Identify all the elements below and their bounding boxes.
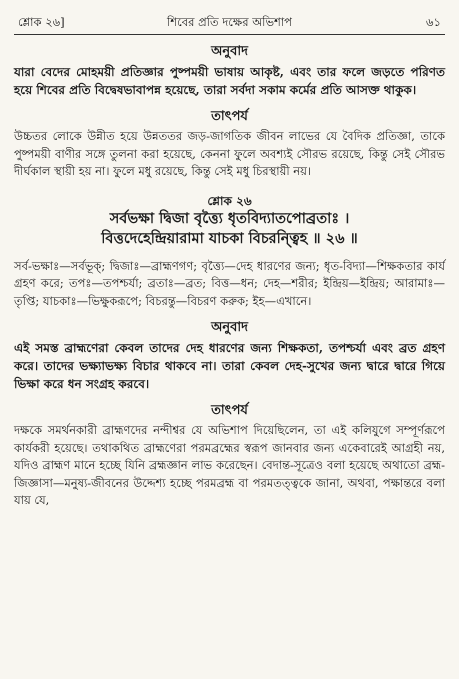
verse-line-2: বিত্তদেহেন্দ্রিয়ারামা যাচকা বিচরন্ত্বিহ ॥ ২৬ ॥ <box>101 229 358 247</box>
purport-text-1: উচ্চতর লোকে উন্নীত হয়ে উন্নততর জড়-জাগতিক জীবন লাভের যে বৈদিক প্রতিজ্ঞা, তাকে পুষ্পময়ী বাণীর সঙ্গে তুলনা করা হয়েছে, কেননা ফুলে অবশ্যই সৌরভ রয়েছে, কিন্তু সেই সৌরভ দীর্ঘকাল স্থায়ী হয় না। ফুলে মধু রয়েছে, কিন্তু সেই মধু চিরস্থায়ী নয়। <box>14 129 445 178</box>
header-chapter-title: শিবের প্রতি দক্ষের অভিশাপ <box>167 15 292 29</box>
verse-number: শ্লোক ২৬ <box>207 193 252 208</box>
translation-heading-1: অনুবাদ <box>211 44 248 59</box>
purport-text-2: দক্ষকে সমর্থনকারী ব্রাহ্মণদের নন্দীশ্বর যে অভিশাপ দিয়েছিলেন, তা এই কলিযুগে সম্পূর্ণরূপে কার্যকরী হয়েছে। তথাকথিত ব্রাহ্মণেরা পরমব্রহ্মের স্বরূপ জানবার জন্য একেবারেই আগ্রহী নয়, যদিও ব্রাহ্মণ মানে হচ্ছে যিনি ব্রহ্মজ্ঞান লাভ করেছেন। বেদান্ত-সূত্রেও বলা হয়েছে অথাতো ব্রহ্ম-জিজ্ঞাসা—মনুষ্য-জীবনের উদ্দেশ্য হচ্ছে পরমব্রহ্ম বা পরমতত্ত্বকে জানা, অথবা, পক্ষান্তরে বলা যায় যে, <box>14 423 445 507</box>
purport-heading-1: তাৎপর্য <box>211 109 248 124</box>
translation-heading-2: অনুবাদ <box>211 320 248 335</box>
translation-text-1: যারা বেদের মোহময়ী প্রতিজ্ঞার পুষ্পময়ী ভাষায় আকৃষ্ট, এবং তার ফলে জড়তে পরিণত হয়ে শিবের প্রতি বিদ্বেষভাবাপন্ন হয়েছে, তারা সর্বদা সকাম কর্মের প্রতি আসক্ত থাকুক। <box>14 65 445 97</box>
page-header <box>14 8 445 30</box>
purport-heading-2: তাৎপর্য <box>211 403 248 418</box>
header-page-number: ৬১ <box>426 15 441 29</box>
verse-line-1: সর্বভক্ষা দ্বিজা বৃত্ত্যৈ ধৃতবিদ্যাতপোব্রতাঃ । <box>109 209 350 227</box>
header-rule <box>14 34 445 35</box>
header-verse-ref: শ্লোক ২৬] <box>18 15 65 29</box>
word-synonyms: সর্ব-ভক্ষাঃ—সর্বভূক্; দ্বিজাঃ—ব্রাহ্মণগণ; বৃত্ত্যৈ—দেহ ধারণের জন্য; ধৃত-বিদ্যা—শিক্ষকতার কার্য গ্রহণ করে; তপঃ—তপশ্চর্যা; ব্রতাঃ—ব্রত; বিত্ত—ধন; দেহ—শরীর; ইন্দ্রিয়—ইন্দ্রিয়; আরামাঃ—তৃপ্তি; যাচকাঃ—ভিক্ষুকরূপে; বিচরন্তু—বিচরণ করুক; ইহ—এখানে। <box>14 258 445 308</box>
translation-text-2: এই সমস্ত ব্রাহ্মণেরা কেবল তাদের দেহ ধারণের জন্য শিক্ষকতা, তপশ্চর্যা এবং ব্রত গ্রহণ করে। তাদের ভক্ষ্যাভক্ষ্য বিচার থাকবে না। তারা কেবল দেহ-সুখের জন্য দ্বারে দ্বারে গিয়ে ভিক্ষা করে ধন সংগ্রহ করবে। <box>14 341 445 391</box>
